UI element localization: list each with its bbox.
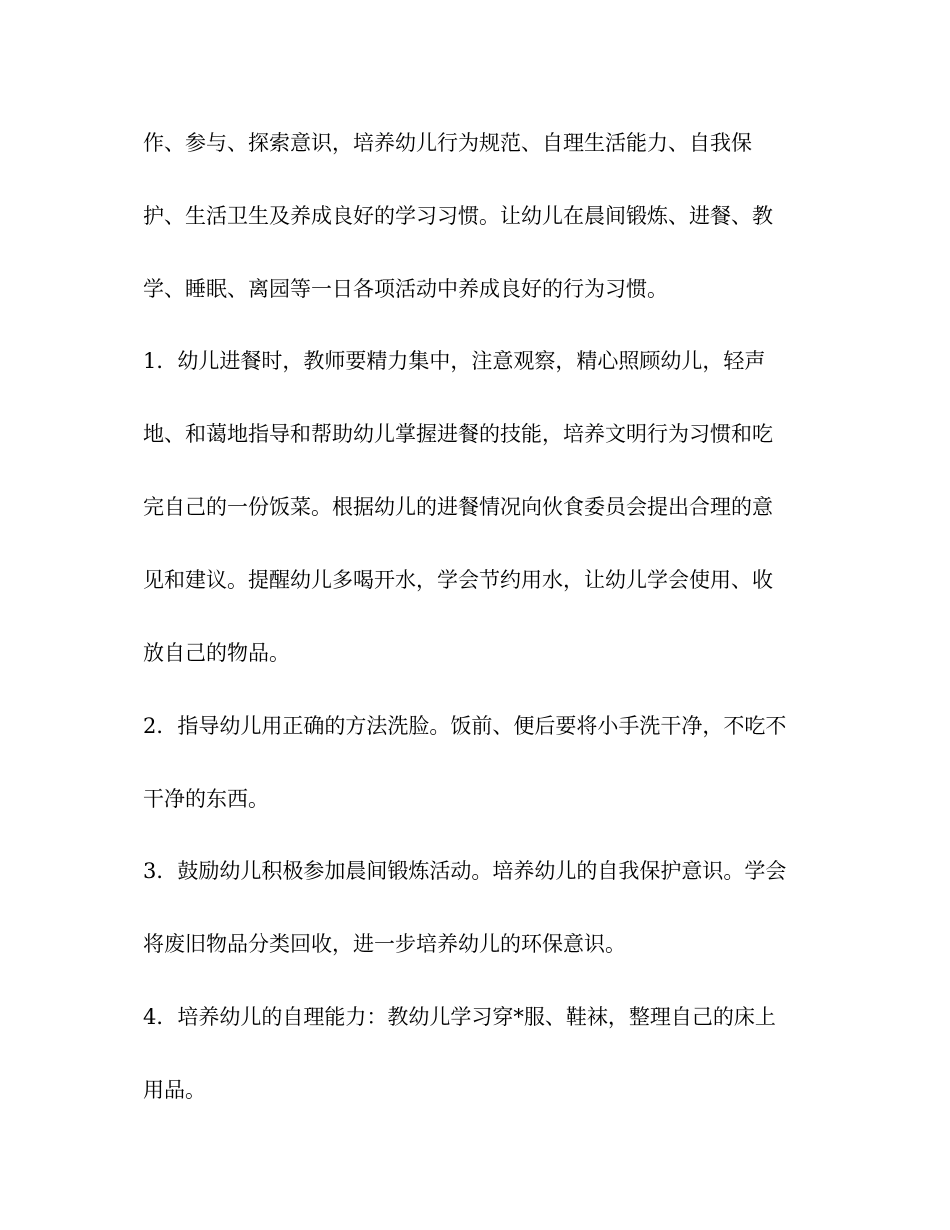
text-line: 见和建议。提醒幼儿多喝开水，学会节约用水，让幼儿学会使用、收 <box>143 568 773 592</box>
text-line: 完自己的一份饭菜。根据幼儿的进餐情况向伙食委员会提出合理的意 <box>143 495 773 519</box>
text-line: 2．指导幼儿用正确的方法洗脸。饭前、便后要将小手洗干净，不吃不 <box>143 714 787 738</box>
text-line: 作、参与、探索意识，培养幼儿行为规范、自理生活能力、自我保 <box>143 131 752 155</box>
text-line: 将废旧物品分类回收，进一步培养幼儿的环保意识。 <box>143 932 626 956</box>
text-line: 用品。 <box>143 1078 206 1102</box>
text-line: 4．培养幼儿的自理能力：教幼儿学习穿*服、鞋袜，整理自己的床上 <box>143 1005 776 1029</box>
text-line: 护、生活卫生及养成良好的学习习惯。让幼儿在晨间锻炼、进餐、教 <box>143 204 773 228</box>
text-line: 干净的东西。 <box>143 787 269 811</box>
text-line: 1．幼儿进餐时，教师要精力集中，注意观察，精心照顾幼儿，轻声 <box>143 349 766 373</box>
text-line: 放自己的物品。 <box>143 641 290 665</box>
text-line: 3．鼓励幼儿积极参加晨间锻炼活动。培养幼儿的自我保护意识。学会 <box>143 859 787 883</box>
text-line: 地、和蔼地指导和帮助幼儿掌握进餐的技能，培养文明行为习惯和吃 <box>143 422 773 446</box>
text-line: 学、睡眠、离园等一日各项活动中养成良好的行为习惯。 <box>143 277 668 301</box>
